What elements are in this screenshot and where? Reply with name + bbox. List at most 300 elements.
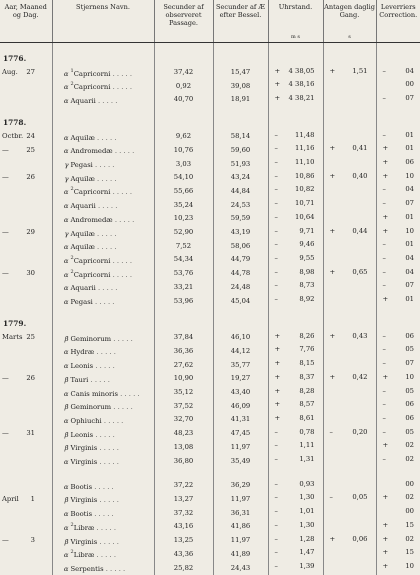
greek-letter: γ <box>64 174 69 183</box>
month: — <box>2 145 9 154</box>
clock-sign: – <box>274 281 278 290</box>
day: 26 <box>26 374 35 383</box>
leader-dots: . . . . . <box>97 537 119 546</box>
clock-cell <box>268 198 323 212</box>
correction-value: 02 <box>405 455 414 464</box>
star-cell <box>52 239 154 253</box>
correction-cell <box>376 93 420 107</box>
correction-cell <box>376 358 420 372</box>
table-row <box>0 358 420 372</box>
bessel-seconds: 43,19 <box>213 226 268 240</box>
rate-cell <box>323 413 376 427</box>
bessel-seconds: 11,97 <box>213 440 268 454</box>
date-cell <box>0 427 52 441</box>
clock-value: 4 38,21 <box>288 93 315 102</box>
clock-cell <box>268 520 323 534</box>
bessel-seconds: 36,29 <box>213 479 268 493</box>
star-cell <box>52 212 154 226</box>
bessel-seconds: 41,31 <box>213 413 268 427</box>
greek-letter: β <box>64 334 69 343</box>
correction-sign: – <box>382 93 386 102</box>
leader-dots: . . . . . <box>92 510 114 519</box>
correction-sign: – <box>382 400 386 409</box>
clock-sign: + <box>274 400 281 409</box>
month: Octbr. <box>2 132 24 141</box>
clock-cell <box>268 157 323 171</box>
correction-value: 10 <box>405 171 414 180</box>
observed-seconds: 35,12 <box>154 386 213 400</box>
clock-cell <box>268 239 323 253</box>
table-row <box>0 253 420 267</box>
observed-seconds: 43,36 <box>154 547 213 561</box>
correction-value: 06 <box>405 158 414 167</box>
table-row <box>0 331 420 345</box>
correction-value: 05 <box>405 427 414 436</box>
rate-value: 1,51 <box>352 66 368 75</box>
clock-sign: + <box>274 93 281 102</box>
clock-cell <box>268 294 323 308</box>
greek-letter: α <box>63 284 69 293</box>
clock-value: 10,82 <box>295 185 315 194</box>
greek-letter: β <box>64 537 69 546</box>
correction-sign: + <box>382 534 389 543</box>
correction-cell <box>376 267 420 281</box>
bessel-seconds: 44,78 <box>213 267 268 281</box>
month: — <box>2 173 9 182</box>
leader-dots: . . . . . <box>93 430 115 439</box>
year-row <box>0 54 420 66</box>
date-cell <box>0 239 52 253</box>
greek-letter: β <box>64 496 69 505</box>
clock-value: 10,86 <box>295 171 315 180</box>
correction-cell <box>376 184 420 198</box>
correction-sign: – <box>382 455 386 464</box>
table-row <box>0 294 420 308</box>
rate-cell <box>323 386 376 400</box>
correction-value: 15 <box>405 548 414 557</box>
star-cell <box>52 534 154 548</box>
correction-value: 07 <box>405 93 414 102</box>
date-cell <box>0 157 52 171</box>
month: — <box>2 536 9 545</box>
correction-cell <box>376 454 420 468</box>
clock-sign: – <box>274 253 278 262</box>
bessel-seconds: 11,97 <box>213 534 268 548</box>
correction-cell <box>376 372 420 386</box>
correction-cell <box>376 226 420 240</box>
observed-seconds: 10,23 <box>154 212 213 226</box>
rate-cell <box>323 66 376 80</box>
table-row <box>0 547 420 561</box>
correction-cell <box>376 198 420 212</box>
greek-letter: α <box>63 482 69 491</box>
observed-seconds: 36,36 <box>154 344 213 358</box>
star-cell <box>52 331 154 345</box>
greek-letter: α <box>63 416 69 425</box>
rate-cell <box>323 93 376 107</box>
month: — <box>2 374 9 383</box>
date-cell <box>0 280 52 294</box>
table-row <box>0 157 420 171</box>
observed-seconds: 0,92 <box>154 79 213 93</box>
star-name: Canis minoris <box>70 389 118 398</box>
star-name: Capricorni <box>73 270 111 279</box>
clock-value: 8,57 <box>299 400 315 409</box>
leader-dots: . . . . . <box>110 83 133 92</box>
star-cell <box>52 386 154 400</box>
year-row <box>0 319 420 331</box>
star-name: Capricorni <box>73 256 111 265</box>
clock-value: 8,15 <box>299 359 315 368</box>
table-row <box>0 440 420 454</box>
correction-cell <box>376 212 420 226</box>
star-name: Virginis <box>70 458 98 467</box>
rate-cell <box>323 267 376 281</box>
table-row <box>0 344 420 358</box>
greek-letter: α <box>63 133 69 142</box>
year-label: 1776. <box>3 54 27 64</box>
observed-seconds: 13,25 <box>154 534 213 548</box>
correction-sign: + <box>382 295 389 304</box>
greek-letter: γ <box>64 229 69 238</box>
leader-dots: . . . . . <box>95 284 118 293</box>
date-cell <box>0 198 52 212</box>
date-cell <box>0 386 52 400</box>
rate-sign: + <box>329 226 336 235</box>
star-superscript: 2 <box>70 81 74 88</box>
correction-cell <box>376 253 420 267</box>
clock-cell <box>268 506 323 520</box>
observed-seconds: 37,52 <box>154 399 213 413</box>
year-label: 1778. <box>3 118 27 128</box>
observed-seconds: 48,23 <box>154 427 213 441</box>
correction-sign: – <box>382 267 386 276</box>
table-row <box>0 506 420 520</box>
bessel-seconds: 24,53 <box>213 198 268 212</box>
month: — <box>2 269 9 278</box>
star-superscript: 1 <box>70 67 74 74</box>
correction-cell <box>376 79 420 93</box>
date-cell <box>0 66 52 80</box>
star-name: Virginis <box>70 444 98 453</box>
observed-seconds: 55,66 <box>154 184 213 198</box>
bessel-seconds: 46,10 <box>213 331 268 345</box>
star-cell <box>52 93 154 107</box>
star-cell <box>52 171 154 185</box>
observed-seconds: 35,24 <box>154 198 213 212</box>
clock-value: 1,30 <box>299 520 315 529</box>
bessel-seconds: 41,89 <box>213 547 268 561</box>
clock-sign: – <box>274 427 278 436</box>
clock-value: 8,37 <box>299 372 315 381</box>
star-superscript: 2 <box>70 186 74 193</box>
greek-letter: α <box>63 510 69 519</box>
header-rate-label: Antagen daglig Gang. <box>324 3 375 19</box>
star-superscript: 2 <box>70 254 74 261</box>
date-cell <box>0 454 52 468</box>
star-name: Pegasi <box>70 161 93 170</box>
correction-sign: + <box>382 493 389 502</box>
bessel-seconds: 44,12 <box>213 344 268 358</box>
star-cell <box>52 79 154 93</box>
table-row <box>0 171 420 185</box>
correction-value: 06 <box>405 413 414 422</box>
month: Marts <box>2 333 23 342</box>
star-name: Aquilæ <box>70 133 95 142</box>
correction-cell <box>376 280 420 294</box>
rate-cell <box>323 239 376 253</box>
star-superscript: 2 <box>70 268 74 275</box>
greek-letter: α <box>63 69 69 78</box>
table-row <box>0 184 420 198</box>
clock-cell <box>268 253 323 267</box>
day: 26 <box>26 173 35 182</box>
day: 25 <box>26 333 35 342</box>
clock-cell <box>268 372 323 386</box>
star-cell <box>52 143 154 157</box>
greek-letter: β <box>64 403 69 412</box>
day: 24 <box>26 132 35 141</box>
table-row <box>0 143 420 157</box>
star-cell <box>52 399 154 413</box>
table-body <box>0 42 420 575</box>
clock-value: 8,28 <box>299 386 315 395</box>
rate-cell <box>323 344 376 358</box>
correction-sign: – <box>382 331 386 340</box>
star-cell <box>52 344 154 358</box>
month: April <box>2 494 19 503</box>
bessel-seconds: 35,77 <box>213 358 268 372</box>
rate-sign: + <box>329 267 336 276</box>
bessel-seconds: 11,97 <box>213 492 268 506</box>
correction-value: 02 <box>405 493 414 502</box>
rate-sign: + <box>329 331 336 340</box>
clock-value: 11,16 <box>295 144 315 153</box>
date-cell <box>0 267 52 281</box>
correction-sign: + <box>382 441 389 450</box>
year-row <box>0 118 420 130</box>
correction-value: 07 <box>405 359 414 368</box>
correction-sign: + <box>382 548 389 557</box>
correction-value: 10 <box>405 372 414 381</box>
rate-cell <box>323 79 376 93</box>
greek-letter: α <box>63 298 69 307</box>
date-cell <box>0 331 52 345</box>
correction-sign: + <box>382 212 389 221</box>
clock-value: 8,73 <box>299 281 315 290</box>
clock-value: 8,92 <box>299 295 315 304</box>
correction-value: 07 <box>405 281 414 290</box>
star-cell <box>52 492 154 506</box>
clock-value: 1,31 <box>299 455 315 464</box>
clock-sign: + <box>274 386 281 395</box>
clock-cell <box>268 93 323 107</box>
rate-cell <box>323 454 376 468</box>
observed-seconds: 37,84 <box>154 331 213 345</box>
leader-dots: . . . . . <box>88 375 110 384</box>
star-cell <box>52 130 154 144</box>
clock-sign: + <box>274 413 281 422</box>
correction-cell <box>376 440 420 454</box>
clock-cell <box>268 171 323 185</box>
leader-dots: . . . . . <box>103 565 126 573</box>
clock-value: 1,39 <box>299 562 315 570</box>
leader-dots: . . . . . <box>94 523 116 532</box>
clock-sign: – <box>274 493 278 502</box>
table-row <box>0 427 420 441</box>
observed-seconds: 37,32 <box>154 506 213 520</box>
rate-cell <box>323 157 376 171</box>
leader-dots: . . . . . <box>112 147 135 156</box>
greek-letter: β <box>64 375 69 384</box>
bessel-seconds: 24,43 <box>213 561 268 575</box>
greek-letter: α <box>63 565 69 573</box>
date-cell <box>0 226 52 240</box>
greek-letter: α <box>63 362 69 371</box>
bessel-seconds: 19,27 <box>213 372 268 386</box>
leader-dots: . . . . . <box>101 416 124 425</box>
clock-cell <box>268 331 323 345</box>
clock-cell <box>268 267 323 281</box>
date-cell <box>0 506 52 520</box>
star-name: Libræ <box>73 523 95 532</box>
clock-value: 8,98 <box>299 267 315 276</box>
clock-cell <box>268 454 323 468</box>
rate-cell <box>323 427 376 441</box>
greek-letter: α <box>63 188 69 197</box>
spacer-row <box>0 308 420 319</box>
clock-value: 8,61 <box>299 413 315 422</box>
leader-dots: . . . . . <box>94 348 116 357</box>
correction-value: 06 <box>405 400 414 409</box>
table-row <box>0 399 420 413</box>
correction-value: 01 <box>405 144 414 153</box>
greek-letter: α <box>63 256 69 265</box>
date-cell <box>0 561 52 575</box>
correction-cell <box>376 413 420 427</box>
star-superscript: 2 <box>70 549 74 556</box>
rate-sign: + <box>329 66 336 75</box>
header-date: Aar, Maaned og Dag. <box>0 0 52 42</box>
clock-sign: – <box>274 171 278 180</box>
observed-seconds: 3,03 <box>154 157 213 171</box>
header-bessel: Secunder af Æ efter Bessel. <box>213 0 268 42</box>
correction-sign: – <box>382 413 386 422</box>
star-name: Pegasi <box>70 298 93 307</box>
correction-cell <box>376 520 420 534</box>
rate-value: 0,20 <box>352 427 368 436</box>
clock-cell <box>268 143 323 157</box>
clock-value: 1,28 <box>299 534 315 543</box>
leader-dots: . . . . . <box>94 133 117 142</box>
rate-cell <box>323 372 376 386</box>
rate-cell <box>323 358 376 372</box>
star-cell <box>52 253 154 267</box>
star-name: Aquilæ <box>70 243 95 252</box>
correction-cell <box>376 344 420 358</box>
rate-cell <box>323 399 376 413</box>
observed-seconds: 7,52 <box>154 239 213 253</box>
star-cell <box>52 267 154 281</box>
rate-value: 0,06 <box>352 534 368 543</box>
rate-sign: + <box>329 372 336 381</box>
clock-cell <box>268 561 323 575</box>
correction-sign: – <box>382 199 386 208</box>
correction-sign: – <box>382 240 386 249</box>
clock-cell <box>268 492 323 506</box>
table-row <box>0 198 420 212</box>
rate-cell <box>323 561 376 575</box>
correction-value: 10 <box>405 226 414 235</box>
table-row <box>0 479 420 493</box>
correction-sign: – <box>382 130 386 139</box>
clock-value: 9,55 <box>299 253 315 262</box>
clock-cell <box>268 399 323 413</box>
leader-dots: . . . . . <box>97 444 119 453</box>
rate-cell <box>323 492 376 506</box>
correction-value: 04 <box>405 253 414 262</box>
star-cell <box>52 440 154 454</box>
star-name: Tauri <box>70 375 89 384</box>
leader-dots: . . . . . <box>97 458 119 467</box>
correction-cell <box>376 547 420 561</box>
clock-units-mark: m s <box>291 34 300 40</box>
rate-cell <box>323 547 376 561</box>
star-cell <box>52 226 154 240</box>
greek-letter: α <box>63 523 69 532</box>
leader-dots: . . . . . <box>112 215 135 224</box>
clock-cell <box>268 547 323 561</box>
clock-cell <box>268 358 323 372</box>
observed-seconds: 53,76 <box>154 267 213 281</box>
clock-value: 7,76 <box>299 345 315 354</box>
bessel-seconds: 45,04 <box>213 294 268 308</box>
star-cell <box>52 184 154 198</box>
leader-dots: . . . . . <box>97 496 119 505</box>
day: 31 <box>26 429 35 438</box>
date-cell <box>0 520 52 534</box>
header-row <box>0 0 420 42</box>
month: — <box>2 228 9 237</box>
observed-seconds: 52,90 <box>154 226 213 240</box>
rate-sign: + <box>329 171 336 180</box>
greek-letter: β <box>64 444 69 453</box>
clock-cell <box>268 79 323 93</box>
header-observed: Secunder af observeret Passage. <box>154 0 213 42</box>
observed-seconds: 37,22 <box>154 479 213 493</box>
bessel-seconds: 15,47 <box>213 66 268 80</box>
correction-cell <box>376 130 420 144</box>
correction-cell <box>376 331 420 345</box>
clock-value: 0,78 <box>299 427 315 436</box>
header-clock-label: Uhrstand. <box>278 3 313 11</box>
correction-value: 00 <box>405 80 414 89</box>
table-row <box>0 130 420 144</box>
clock-sign: – <box>274 240 278 249</box>
day: 30 <box>26 269 35 278</box>
date-cell <box>0 399 52 413</box>
rate-sign: – <box>329 493 333 502</box>
date-cell <box>0 534 52 548</box>
observed-seconds: 40,70 <box>154 93 213 107</box>
greek-letter: α <box>63 389 69 398</box>
correction-sign: – <box>382 427 386 436</box>
clock-sign: + <box>274 80 281 89</box>
leader-dots: . . . . . <box>95 202 118 211</box>
correction-value: 01 <box>405 240 414 249</box>
clock-cell <box>268 130 323 144</box>
rate-cell <box>323 280 376 294</box>
